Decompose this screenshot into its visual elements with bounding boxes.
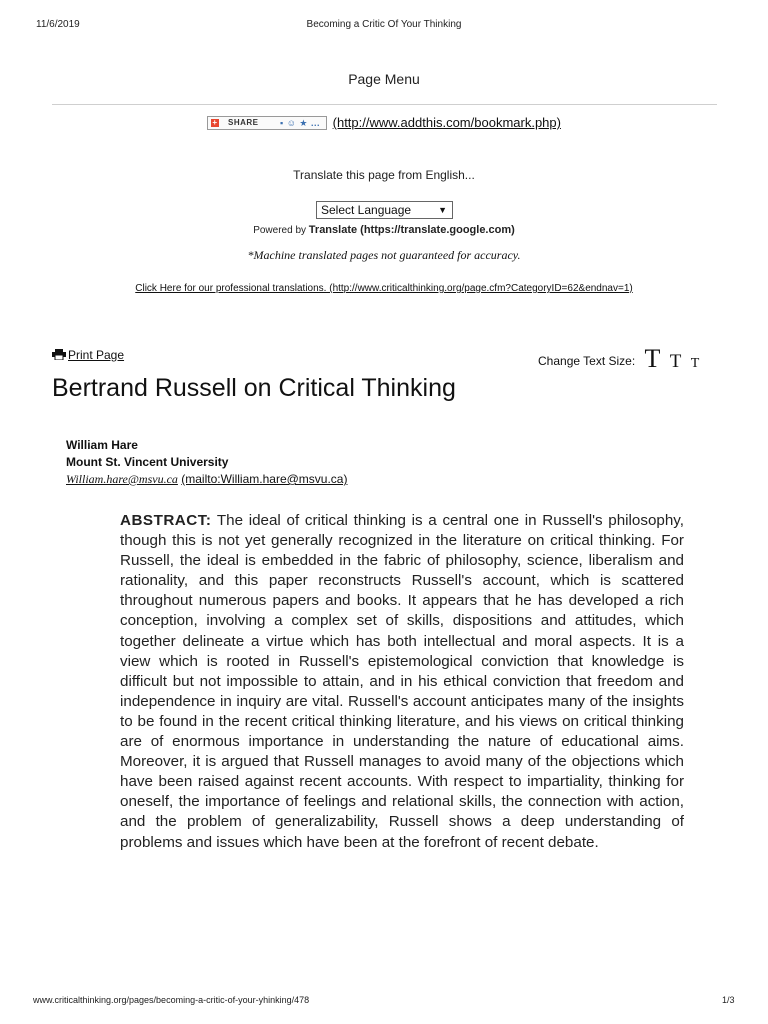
- author-contact: [66, 471, 347, 488]
- author-institution: Mount St. Vincent University: [66, 455, 229, 469]
- article-title: Bertrand Russell on Critical Thinking: [52, 374, 456, 402]
- text-size-medium-button[interactable]: T: [669, 351, 682, 372]
- text-size-control: [538, 344, 699, 374]
- share-button-label: SHARE: [228, 117, 259, 127]
- text-size-large-button[interactable]: T: [644, 344, 661, 373]
- translate-label: Translate this page from English...: [293, 168, 475, 182]
- share-link[interactable]: (http://www.addthis.com/bookmark.php): [332, 115, 561, 131]
- menu-divider: [52, 104, 717, 105]
- language-select[interactable]: [316, 201, 453, 219]
- language-select-value: Select Language: [321, 203, 412, 217]
- abstract: [120, 511, 684, 853]
- print-page-label: Print Page: [68, 348, 125, 362]
- abstract-text: The ideal of critical thinking is a central one in Russell's philosophy, though this is not yet generally recognized in the literature on critical thinking. For Russell, the ideal is embedded in the fabric of philosophy, science, liberalism and rationality, and this paper reconstructs Russell's account, which is scattered throughout numerous papers and books. It appears that he has developed a rich conception, involving a complex set of skills, dispositions and attitudes, which together delineate a virtue which has both intellectual and moral aspects. It is a view which is rooted in Russell's epistemological conviction that knowledge is difficult but not impossible to attain, and in his ethical conviction that freedom and independence in inquiry are vital. Russell's account anticipates many of the insights to be found in the recent critical thinking literature, and his views on critical thinking are of enormous importance in understanding the nature of educational aims. Moreover, it is argued that Russell manages to avoid many of the objections which have been raised against recent accounts. With respect to impartiality, thinking for oneself, the importance of feelings and relational skills, the connection with action, and the problem of generalizability, Russell shows a deep understanding of problems and issues which have been at the forefront of recent debate.: [120, 512, 684, 851]
- google-translate-link[interactable]: Translate (https://translate.google.com): [308, 224, 515, 236]
- share-row: [0, 114, 768, 130]
- dropdown-arrow-icon: ▼: [438, 205, 447, 215]
- powered-by: [0, 224, 768, 236]
- print-date: 11/6/2019: [36, 19, 80, 30]
- print-footer-url: www.criticalthinking.org/pages/becoming-a-critic-of-your-yhinking/478: [33, 995, 310, 1005]
- author-name: William Hare: [66, 438, 138, 452]
- share-button[interactable]: [207, 116, 327, 130]
- author-mailto-link[interactable]: (mailto:William.hare@msvu.ca): [181, 472, 348, 486]
- author-block: [66, 437, 347, 488]
- abstract-label: ABSTRACT:: [120, 512, 212, 529]
- print-page-link[interactable]: [52, 348, 124, 362]
- print-header-title: Becoming a Critic Of Your Thinking: [306, 19, 462, 30]
- social-icons: ▪ ☺ ★ ...: [280, 117, 320, 128]
- powered-by-prefix: Powered by: [253, 225, 307, 236]
- text-size-small-button[interactable]: T: [690, 356, 700, 371]
- page-menu[interactable]: Page Menu: [348, 71, 420, 87]
- translation-disclaimer: *Machine translated pages not guaranteed for accuracy.: [247, 248, 521, 262]
- plus-icon: +: [212, 117, 218, 127]
- text-size-label: Change Text Size:: [538, 354, 636, 368]
- professional-translations-link[interactable]: Click Here for our professional translations. (http://www.criticalthinking.org/page.cfm?CategoryID=62&endnav=1): [135, 283, 633, 294]
- print-footer-page-number: 1/3: [722, 995, 735, 1005]
- printer-icon: [52, 349, 66, 360]
- author-email-link[interactable]: William.hare@msvu.ca: [66, 472, 178, 486]
